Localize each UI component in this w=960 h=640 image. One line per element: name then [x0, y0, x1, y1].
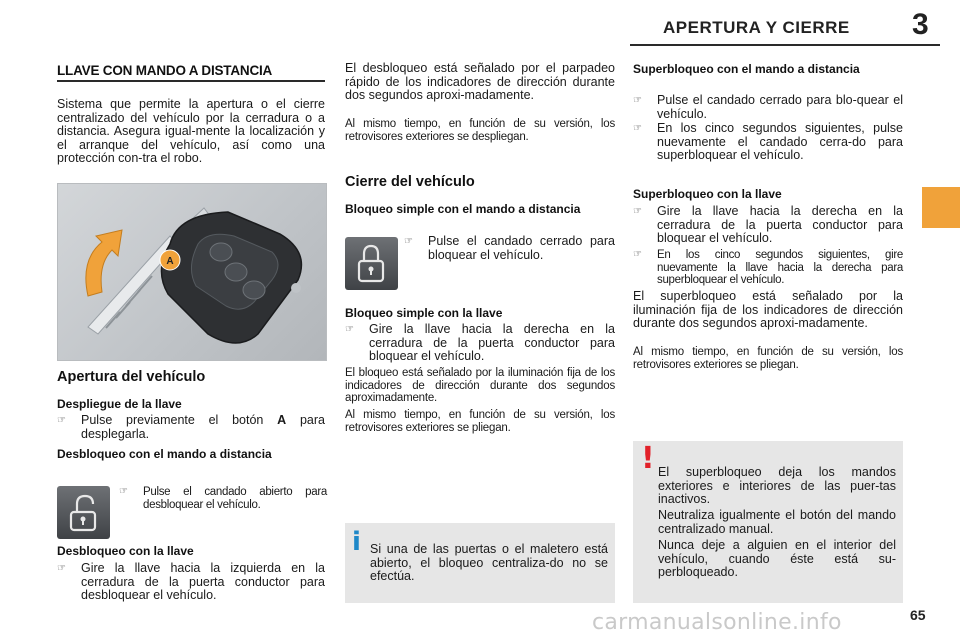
bullet-hand-icon: ☞ — [404, 236, 413, 247]
intro-paragraph: Sistema que permite la apertura o el cierre centralizado del vehículo por la cerradura o a distancia. Asegura igual-mente la localización y el arranque del vehículo, así como una protección con-tra el robo. — [57, 97, 325, 165]
remote-unlock-bullet-text: Pulse el candado abierto para desbloquear el vehículo. — [143, 486, 327, 511]
section-rule — [57, 80, 325, 82]
info-icon: i — [352, 527, 361, 557]
mirrors-fold-paragraph-right: Al mismo tiempo, en función de su versión, los retrovisores exteriores se pliegan. — [633, 346, 903, 371]
key-deadlock-bullet-1 — [633, 205, 903, 246]
opening-title: Apertura del vehículo — [57, 369, 206, 385]
mirrors-unfold-paragraph: Al mismo tiempo, en función de su versión, los retrovisores exteriores se despliegan. — [345, 118, 615, 143]
padlock-open-icon — [57, 486, 110, 539]
key-deadlock-bullet-2 — [633, 249, 903, 287]
key-unlock-bullet-text: Gire la llave hacia la izquierda en la cerradura de la puerta conductor para desbloquear el vehículo. — [81, 561, 325, 602]
button-a-label: A — [166, 256, 174, 267]
remote-deadlock-bullet-2-text: En los cinco segundos siguientes, pulse nuevamente el candado cerra-do para superbloquear el vehículo. — [657, 121, 903, 162]
closing-title: Cierre del vehículo — [345, 174, 475, 190]
watermark: carmanualsonline.info — [592, 610, 842, 635]
remote-lock-bullet-text: Pulse el candado cerrado para bloquear el vehículo. — [428, 234, 615, 262]
remote-deadlock-title: Superbloqueo con el mando a distancia — [633, 62, 860, 76]
chapter-number: 3 — [912, 8, 929, 41]
unfold-bullet — [57, 414, 325, 441]
unfold-bullet-text — [57, 414, 325, 441]
remote-deadlock-bullet-1-text: Pulse el candado cerrado para blo-quear el vehículo. — [657, 93, 903, 121]
bullet-hand-icon: ☞ — [57, 415, 66, 426]
mirrors-fold-paragraph: Al mismo tiempo, en función de su versión, los retrovisores exteriores se pliegan. — [345, 409, 615, 434]
unfold-bullet-pre: Pulse previamente el botón — [81, 413, 264, 427]
key-deadlock-bullet-2-text: En los cinco segundos siguientes, gire nuevamente la llave hacia la derecha para superbloquear el vehículo. — [657, 249, 903, 286]
remote-deadlock-bullet-2 — [633, 122, 903, 163]
unlock-signal-paragraph: El desbloqueo está señalado por el parpadeo rápido de los indicadores de dirección durante dos segundos aproxi-madamente. — [345, 61, 615, 102]
bullet-hand-icon: ☞ — [633, 206, 642, 217]
remote-key-illustration — [58, 184, 327, 361]
warning-text-1: El superbloqueo deja los mandos exteriores e interiores de las puer-tas inactivos. — [658, 465, 896, 506]
key-deadlock-title: Superbloqueo con la llave — [633, 187, 782, 201]
info-text: Si una de las puertas o el maletero está abierto, el bloqueo centraliza-do no se efectúa. — [370, 542, 608, 583]
bullet-hand-icon: ☞ — [633, 123, 642, 134]
curved-arrow-icon — [86, 230, 122, 296]
bullet-hand-icon: ☞ — [633, 95, 642, 106]
key-deadlock-bullet-1-text: Gire la llave hacia la derecha en la cerradura de la puerta conductor para bloquear el vehículo. — [657, 204, 903, 245]
key-fob — [161, 212, 301, 343]
key-unlock-bullet — [57, 562, 325, 603]
warning-text-3: Nunca deje a alguien en el interior del vehículo, cuando éste está su-perbloqueado. — [658, 538, 896, 579]
key-photo — [57, 183, 327, 361]
remote-unlock-bullet — [119, 486, 327, 511]
bullet-hand-icon: ☞ — [633, 249, 642, 260]
unfold-bullet-bold: A — [277, 413, 287, 427]
bullet-hand-icon: ☞ — [345, 324, 354, 335]
key-lock-title: Bloqueo simple con la llave — [345, 306, 503, 320]
remote-deadlock-bullet-1 — [633, 94, 903, 121]
remote-lock-bullet — [404, 235, 615, 262]
deadlock-signal-paragraph: El superbloqueo está señalado por la iluminación fija de los indicadores de dirección durante dos segundos aproxi-madamente. — [633, 289, 903, 330]
header-rule — [630, 44, 940, 46]
key-lock-bullet-text: Gire la llave hacia la derecha en la cerradura de la puerta conductor para bloquear el vehículo. — [369, 322, 615, 363]
remote-lock-title: Bloqueo simple con el mando a distancia — [345, 202, 581, 216]
unfold-button-a — [160, 250, 180, 270]
page-number: 65 — [910, 607, 926, 623]
key-unlock-title: Desbloqueo con la llave — [57, 544, 194, 558]
bullet-hand-icon: ☞ — [57, 563, 66, 574]
warning-text-2: Neutraliza igualmente el botón del mando centralizado manual. — [658, 508, 896, 536]
chapter-tab — [922, 187, 960, 228]
padlock-closed-icon — [345, 237, 398, 290]
bullet-hand-icon: ☞ — [119, 486, 128, 497]
key-lock-bullet — [345, 323, 615, 364]
remote-unlock-title: Desbloqueo con el mando a distancia — [57, 447, 272, 461]
warning-icon: ! — [641, 441, 655, 476]
unfold-bullet-post: para desplegarla. — [81, 413, 325, 441]
section-title: LLAVE CON MANDO A DISTANCIA — [57, 63, 273, 78]
lock-signal-paragraph: El bloqueo está señalado por la iluminación fija de los indicadores de dirección durante dos segundos aproximadamente. — [345, 367, 615, 404]
page-header-title: APERTURA Y CIERRE — [663, 18, 850, 37]
unfold-title: Despliegue de la llave — [57, 397, 182, 411]
